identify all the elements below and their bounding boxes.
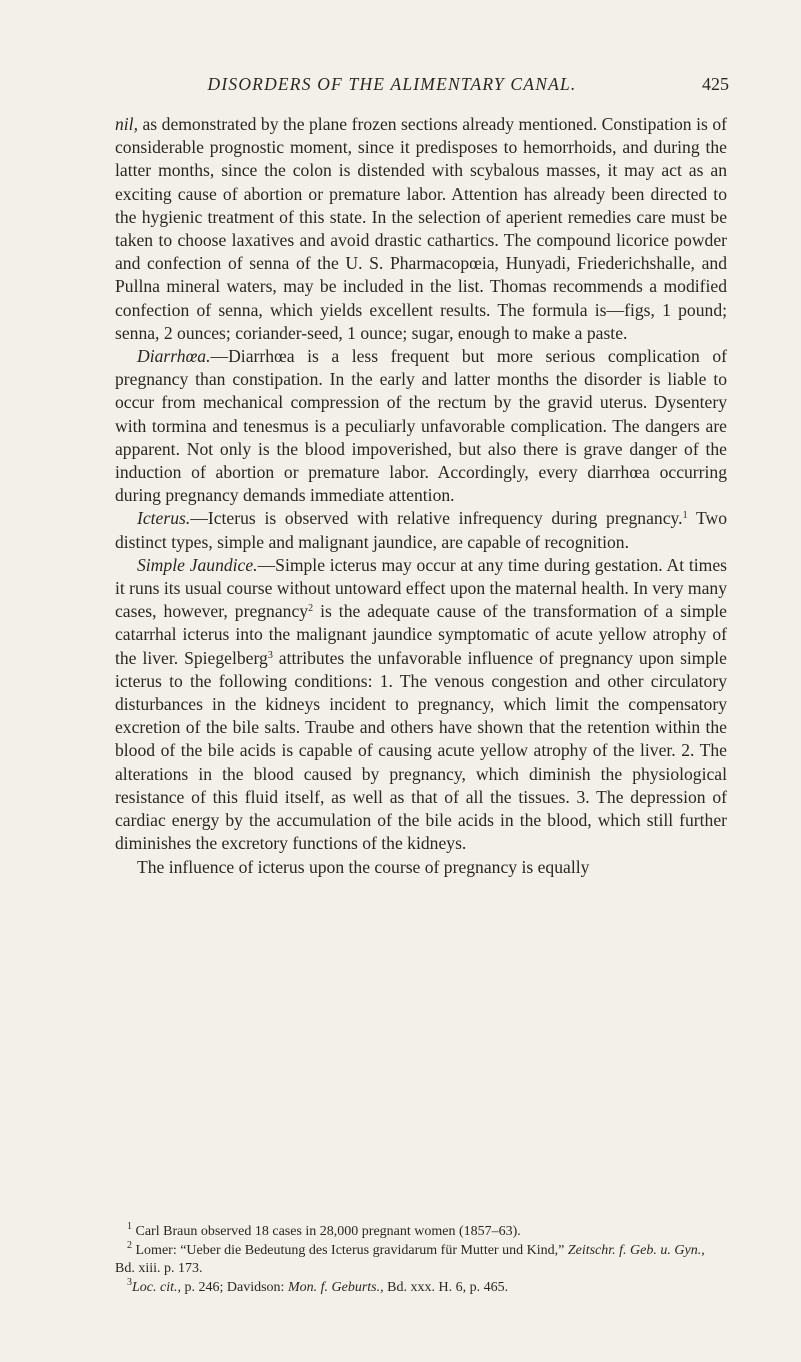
running-head [115,74,729,98]
footnote-text: , p. 246; Davidson: [177,1279,288,1295]
footnote-3 [115,1276,727,1298]
paragraph-constipation [115,113,727,345]
footnote-text: , Bd. xxx. H. 6, p. 465. [380,1279,509,1295]
footnote-text: , Bd. xiii. p. 173. [115,1242,705,1276]
section-heading-simple-jaundice: Simple Jaundice. [137,554,258,575]
body-text [115,113,727,879]
footnote-text: Lomer: “Ueber die Bedeutung des Icterus gravidarum für Mutter und Kind,” [132,1242,568,1258]
paragraph-influence [115,856,727,879]
footnote-ref-2: 2 [308,603,314,615]
paragraph-text: —Diarrhœa is a less frequent but more serious complication of pregnancy than constipation. In the early and latter months the disorder is liable to occur from mechanical compression of the rectum by the gravid uterus. Dysentery with tormina and tenesmus is a peculiarly unfavorable complication. The dangers are apparent. Not only is the blood impoverished, but also there is grave danger of the induction of abortion or premature labor. Accordingly, every diarrhœa occurring during pregnancy demands immediate attention. [115,346,727,506]
running-title: DISORDERS OF THE ALIMENTARY CANAL. [207,74,577,94]
paragraph-text: Two distinct types, simple and malignant jaundice, are capable of recognition. [115,508,727,552]
paragraph-text: —Simple icterus may occur at any time during gestation. At times it runs its usual course without untoward effect upon the maternal health. In very many cases, however, pregnancy [115,554,727,622]
journal-title: Mon. f. Geburts. [287,1279,381,1295]
footnote-mark: 2 [127,1239,132,1251]
paragraph-text: The influence of icterus upon the course of pregnancy is equally [137,856,590,877]
journal-title: Zeitschr. f. Geb. u. Gyn. [567,1242,702,1258]
footnote-text: Carl Braun observed 18 cases in 28,000 pregnant women (1857–63). [132,1224,521,1239]
paragraph-icterus [115,507,727,553]
citation-abbrev: Loc. cit. [132,1279,178,1295]
section-heading-icterus: Icterus. [137,508,191,529]
paragraph-text: —Icterus is observed with relative infrequency during pregnancy. [190,508,683,529]
footnotes [115,1223,727,1297]
paragraph-text: as demonstrated by the plane frozen sections already mentioned. Constipation is of considerable prognostic moment, since it predisposes to hemorrhoids, and during the latter months, since the colon is distended with scybalous masses, it may act as an exciting cause of abortion or premature labor. Attention has already been directed to the hygienic treatment of this state. In the selection of aperient remedies care must be taken to choose laxatives and avoid drastic cathartics. The compound licorice powder and confection of senna of the U. S. Pharmacopœia, Hunyadi, Friederichshalle, and Pullna mineral waters, may be included in the list. Thomas recommends a modified confection of senna, which yields excellent results. The formula is—figs, 1 pound; senna, 2 ounces; coriander-seed, 1 ounce; sugar, enough to make a paste. [115,114,727,343]
footnote-2 [115,1239,727,1279]
page-number: 425 [702,74,729,94]
paragraph-text: is the adequate cause of the transformation of a simple catarrhal icterus into the malignant jaundice symptomatic of acute yellow atrophy of the liver. Spiegelberg [115,601,727,668]
section-heading-diarrhoea: Diarrhœa. [137,346,211,367]
footnote-mark: 3 [127,1276,132,1288]
paragraph-text: attributes the unfavorable influence of pregnancy upon simple icterus to the following conditions: 1. The venous congestion and other circulatory disturbances in the kidneys incident to pregnancy, which limit the compensatory excretion of the bile salts. Traube and others have shown that the retention within the blood of the bile acids is capable of causing acute yellow atrophy of the liver. 2. The alterations in the blood caused by pregnancy, which diminish the physiological resistance of this fluid itself, as well as that of all the tissues. 3. The depression of cardiac energy by the accumulation of the bile acids in the blood, which still further diminishes the excretory functions of the kidneys. [115,647,727,854]
paragraph-diarrhoea [115,345,727,507]
lead-word: nil, [115,114,138,134]
footnote-mark: 1 [127,1221,132,1232]
paragraph-simple-jaundice [115,554,727,856]
footnote-ref-3: 3 [267,649,273,661]
footnote-ref-1: 1 [682,510,688,522]
footnote-1 [115,1223,727,1242]
